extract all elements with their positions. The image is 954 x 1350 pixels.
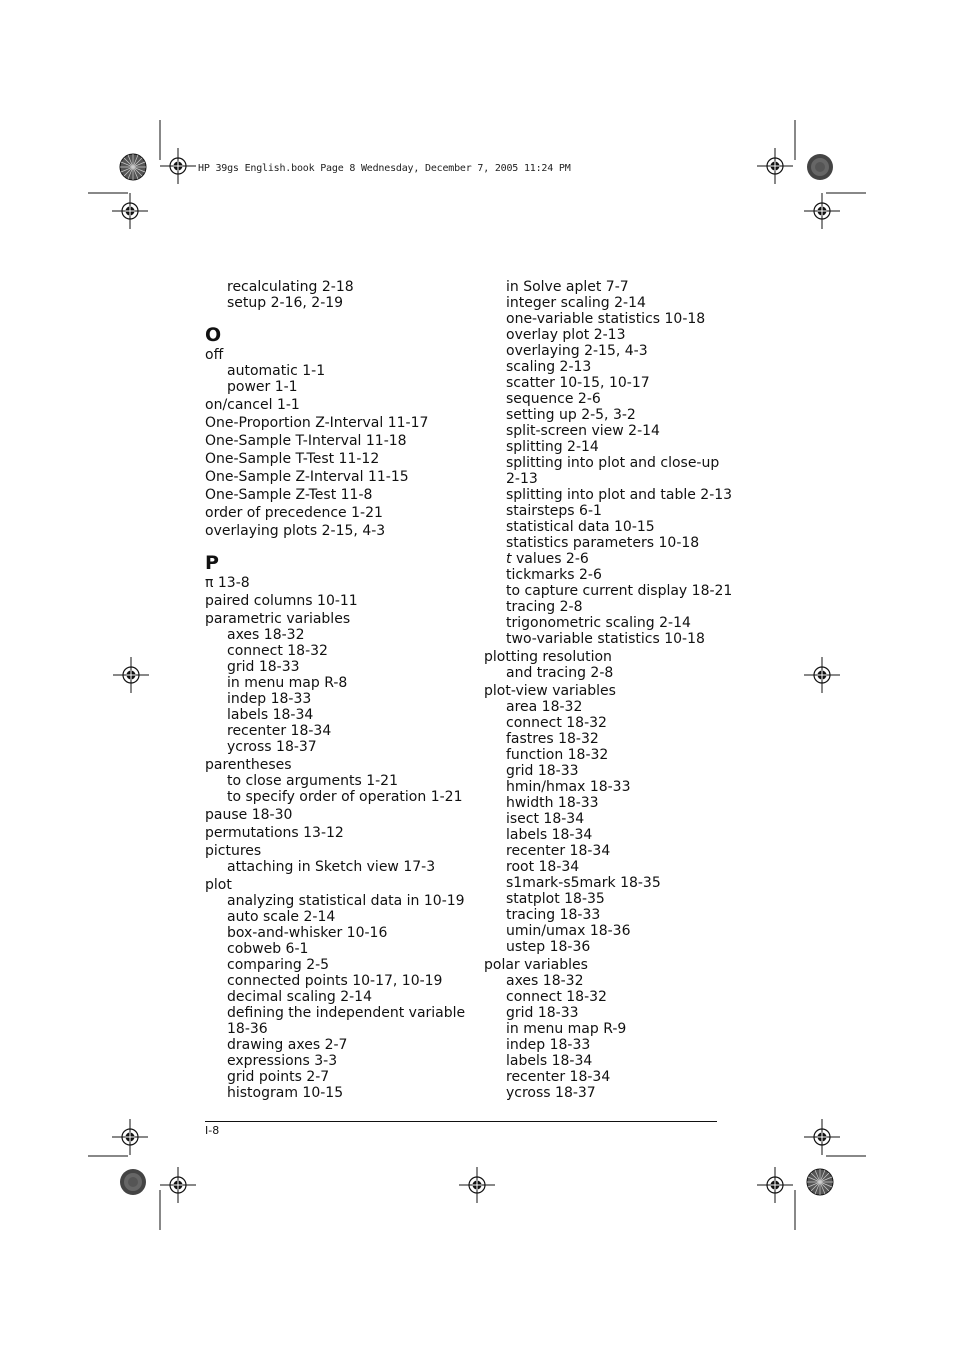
- index-subentry: statistics parameters 10-18: [506, 535, 700, 551]
- index-column-left: [205, 279, 475, 1101]
- index-subentry: in Solve aplet 7-7: [506, 279, 629, 295]
- index-subentry: power 1-1: [227, 379, 298, 395]
- index-subentry: one-variable statistics 10-18: [506, 311, 706, 327]
- index-subentry: integer scaling 2-14: [506, 295, 646, 311]
- index-subentry: recenter 18-34: [506, 843, 611, 859]
- index-subentry: indep 18-33: [506, 1037, 591, 1053]
- printer-slug: HP 39gs English.book Page 8 Wednesday, December 7, 2005 11:24 PM: [198, 163, 571, 174]
- index-entry: order of precedence 1-21: [205, 505, 383, 521]
- index-subentry: labels 18-34: [506, 1053, 593, 1069]
- index-subentry: to close arguments 1-21: [227, 773, 398, 789]
- index-subentry: in menu map R-8: [227, 675, 348, 691]
- index-entry: One-Sample T-Test 11-12: [205, 451, 380, 467]
- index-subentry: recenter 18-34: [506, 1069, 611, 1085]
- index-subentry: area 18-32: [506, 699, 583, 715]
- index-entry: One-Sample Z-Interval 11-15: [205, 469, 409, 485]
- index-subentry: grid points 2-7: [227, 1069, 330, 1085]
- crosshair-icon: [113, 657, 149, 693]
- index-entry: polar variables: [484, 957, 588, 973]
- starburst-icon: [807, 1169, 833, 1195]
- index-subentry: two-variable statistics 10-18: [506, 631, 705, 647]
- index-entry: pause 18-30: [205, 807, 293, 823]
- index-subentry: expressions 3-3: [227, 1053, 338, 1069]
- index-letter-heading: O: [205, 324, 222, 346]
- index-entry: One-Sample T-Interval 11-18: [205, 433, 407, 449]
- starburst-icon: [120, 1169, 146, 1195]
- index-subentry: trigonometric scaling 2-14: [506, 615, 691, 631]
- index-entry: One-Sample Z-Test 11-8: [205, 487, 373, 503]
- index-subentry: setup 2-16, 2-19: [227, 295, 344, 311]
- index-subentry: hmin/hmax 18-33: [506, 779, 631, 795]
- index-subentry: connect 18-32: [506, 989, 607, 1005]
- index-entry: off: [205, 347, 224, 363]
- index-subentry: split-screen view 2-14: [506, 423, 660, 439]
- index-subentry: histogram 10-15: [227, 1085, 344, 1101]
- starburst-icon: [807, 154, 833, 180]
- index-subentry: statistical data 10-15: [506, 519, 655, 535]
- index-subentry: connected points 10-17, 10-19: [227, 973, 443, 989]
- page-number: I-8: [205, 1124, 220, 1137]
- index-entry: One-Proportion Z-Interval 11-17: [205, 415, 429, 431]
- index-subentry: ycross 18-37: [506, 1085, 596, 1101]
- index-subentry: root 18-34: [506, 859, 580, 875]
- crosshair-icon: [757, 148, 793, 184]
- index-subentry: stairsteps 6-1: [506, 503, 602, 519]
- index-subentry: cobweb 6-1: [227, 941, 309, 957]
- index-subentry: sequence 2-6: [506, 391, 601, 407]
- index-subentry: connect 18-32: [506, 715, 607, 731]
- index-subentry: function 18-32: [506, 747, 609, 763]
- index-subentry: recalculating 2-18: [227, 279, 354, 295]
- index-subentry: connect 18-32: [227, 643, 328, 659]
- index-subentry: labels 18-34: [506, 827, 593, 843]
- index-subentry: to specify order of operation 1-21: [227, 789, 463, 805]
- index-subentry: decimal scaling 2-14: [227, 989, 372, 1005]
- index-subentry: attaching in Sketch view 17-3: [227, 859, 436, 875]
- crosshair-icon: [112, 1119, 148, 1155]
- index-subentry: box-and-whisker 10-16: [227, 925, 388, 941]
- index-subentry: fastres 18-32: [506, 731, 599, 747]
- index-entry: paired columns 10-11: [205, 593, 358, 609]
- index-subentry: hwidth 18-33: [506, 795, 599, 811]
- index-entry: on/cancel 1-1: [205, 397, 300, 413]
- crosshair-icon: [459, 1167, 495, 1203]
- index-subentry: setting up 2-5, 3-2: [506, 407, 636, 423]
- index-entry: parentheses: [205, 757, 292, 773]
- crosshair-icon: [804, 1119, 840, 1155]
- index-subentry: 18-36: [227, 1021, 268, 1037]
- index-subentry: to capture current display 18-21: [506, 583, 733, 599]
- index-subentry: ycross 18-37: [227, 739, 317, 755]
- index-subentry: recenter 18-34: [227, 723, 332, 739]
- index-subentry: and tracing 2-8: [506, 665, 614, 681]
- index-subentry: splitting into plot and table 2-13: [506, 487, 733, 503]
- index-subentry-italic: t: [506, 551, 512, 567]
- crosshair-icon: [757, 1167, 793, 1203]
- index-subentry: overlaying 2-15, 4-3: [506, 343, 648, 359]
- index-subentry: isect 18-34: [506, 811, 585, 827]
- index-subentry: grid 18-33: [506, 763, 579, 779]
- index-subentry: in menu map R-9: [506, 1021, 627, 1037]
- crosshair-icon: [804, 193, 840, 229]
- crosshair-icon: [160, 148, 196, 184]
- index-entry: plot-view variables: [484, 683, 616, 699]
- index-subentry: auto scale 2-14: [227, 909, 336, 925]
- index-entry: π 13-8: [205, 575, 250, 591]
- footer-rule: [205, 1121, 717, 1122]
- index-subentry: splitting into plot and close-up: [506, 455, 720, 471]
- crosshair-icon: [112, 193, 148, 229]
- index-subentry: scaling 2-13: [506, 359, 592, 375]
- crosshair-icon: [804, 657, 840, 693]
- index-subentry: axes 18-32: [227, 627, 305, 643]
- index-subentry: analyzing statistical data in 10-19: [227, 893, 465, 909]
- index-subentry: 2-13: [506, 471, 538, 487]
- index-entry: overlaying plots 2-15, 4-3: [205, 523, 386, 539]
- index-entry: permutations 13-12: [205, 825, 344, 841]
- index-entry: pictures: [205, 843, 262, 859]
- index-column-right: [484, 279, 734, 1101]
- index-subentry: drawing axes 2-7: [227, 1037, 348, 1053]
- index-subentry: scatter 10-15, 10-17: [506, 375, 650, 391]
- index-subentry: defining the independent variable: [227, 1005, 466, 1021]
- index-subentry: automatic 1-1: [227, 363, 326, 379]
- index-subentry: overlay plot 2-13: [506, 327, 626, 343]
- index-subentry: grid 18-33: [227, 659, 300, 675]
- index-subentry: s1mark-s5mark 18-35: [506, 875, 661, 891]
- crosshair-icon: [160, 1167, 196, 1203]
- index-subentry: comparing 2-5: [227, 957, 330, 973]
- index-subentry: ustep 18-36: [506, 939, 591, 955]
- index-subentry: tracing 18-33: [506, 907, 601, 923]
- index-entry: plotting resolution: [484, 649, 612, 665]
- index-subentry: grid 18-33: [506, 1005, 579, 1021]
- starburst-icon: [120, 154, 146, 180]
- index-entry: parametric variables: [205, 611, 351, 627]
- index-subentry: indep 18-33: [227, 691, 312, 707]
- index-subentry: splitting 2-14: [506, 439, 599, 455]
- index-letter-heading: P: [205, 552, 219, 574]
- index-subentry-text: values 2-6: [511, 551, 589, 567]
- index-subentry: umin/umax 18-36: [506, 923, 631, 939]
- index-subentry: [484, 551, 734, 567]
- index-subentry: tracing 2-8: [506, 599, 583, 615]
- index-subentry: tickmarks 2-6: [506, 567, 602, 583]
- index-subentry: statplot 18-35: [506, 891, 605, 907]
- index-subentry: axes 18-32: [506, 973, 584, 989]
- index-entry: plot: [205, 877, 232, 893]
- index-subentry: labels 18-34: [227, 707, 314, 723]
